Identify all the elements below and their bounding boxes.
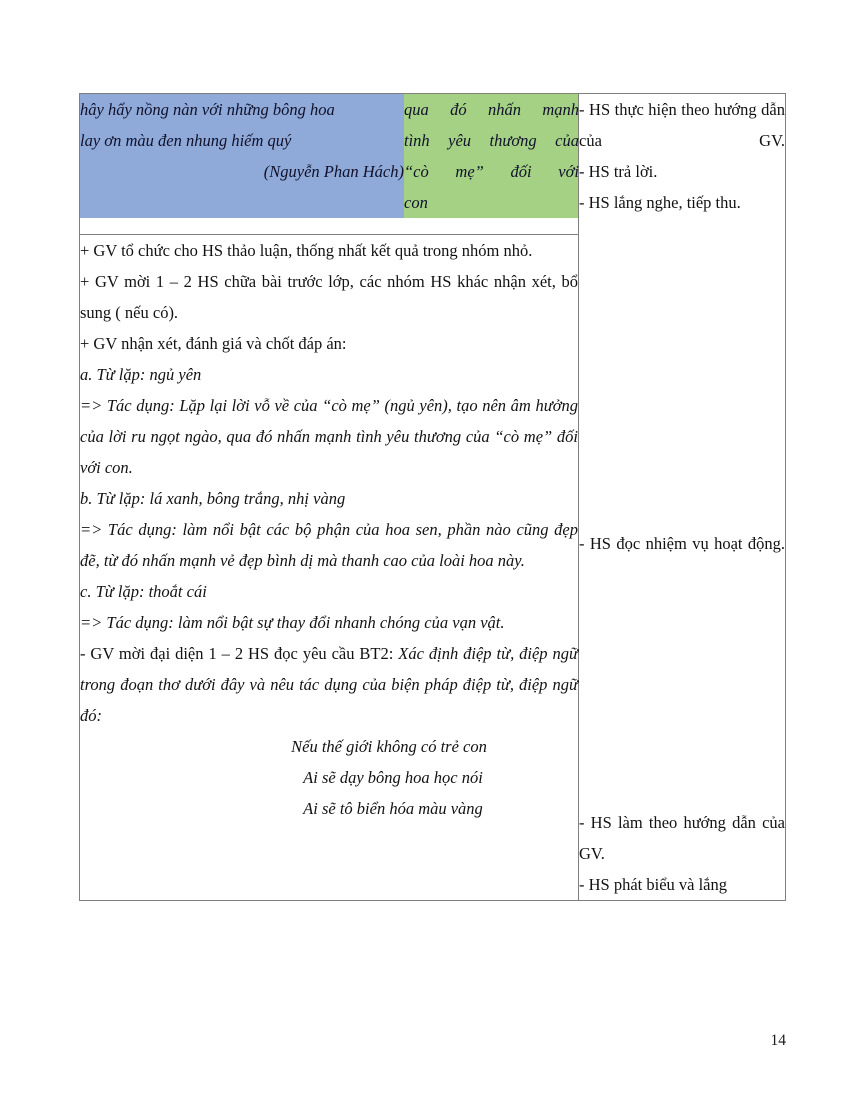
quote-line-3: Ai sẽ tô biển hóa màu vàng <box>303 799 483 819</box>
right-spacer-15 <box>579 683 785 714</box>
right-spacer-12 <box>579 590 785 621</box>
body-line-bt2 <box>80 638 578 731</box>
right-spacer-5 <box>579 342 785 373</box>
body-line-4: a. Từ lặp: ngủ yên <box>80 365 202 385</box>
right-spacer-18 <box>579 776 785 807</box>
quote-line-1: Nếu thế giới không có trẻ con <box>291 737 487 757</box>
right-spacer-3 <box>579 280 785 311</box>
right-spacer-2 <box>579 249 785 280</box>
poem-inner-table <box>80 94 579 218</box>
right-spacer-17 <box>579 745 785 776</box>
green-line-1: qua đó nhấn mạnh <box>404 100 579 119</box>
poem-line-1: hây hẩy nồng nàn với những bông hoa <box>80 100 335 119</box>
right-column-cell <box>579 94 786 901</box>
poem-green-cell <box>404 94 579 218</box>
body-line-1: + GV tổ chức cho HS thảo luận, thống nhất kết quả trong nhóm nhỏ. <box>80 241 533 261</box>
right-note-6: - HS phát biểu và lắng <box>579 875 728 894</box>
right-spacer-9 <box>579 466 785 497</box>
green-line-4: con <box>404 193 428 212</box>
right-spacer-16 <box>579 714 785 745</box>
body-line-5: => Tác dụng: Lặp lại lời vỗ về của “cò mẹ” (ngủ yên), tạo nên âm hưởng của lời ru ngọt ngào, qua đó nhấn mạnh tình yêu thương của “cò mẹ” đối với con. <box>80 396 578 478</box>
left-column-cell <box>80 235 579 901</box>
right-spacer-11 <box>579 559 785 590</box>
right-spacer-13 <box>579 621 785 652</box>
quote-block <box>80 731 578 824</box>
body-line-2: + GV mời 1 – 2 HS chữa bài trước lớp, các nhóm HS khác nhận xét, bổ sung ( nếu có). <box>80 272 578 323</box>
right-spacer-6 <box>579 373 785 404</box>
body-line-3: + GV nhận xét, đánh giá và chốt đáp án: <box>80 334 347 354</box>
body-line-7: => Tác dụng: làm nổi bật các bộ phận của hoa sen, phần nào cũng đẹp đẽ, từ đó nhấn mạnh vẻ đẹp bình dị mà thanh cao của loài hoa này. <box>80 520 578 571</box>
poem-cell-container <box>80 94 579 235</box>
right-note-2: - HS trả lời. <box>579 162 658 181</box>
table-row-poem <box>80 94 786 235</box>
right-spacer-8 <box>579 435 785 466</box>
right-spacer-14 <box>579 652 785 683</box>
quote-line-2: Ai sẽ dạy bông hoa học nói <box>303 768 483 788</box>
right-spacer-7 <box>579 404 785 435</box>
right-spacer-10 <box>579 497 785 528</box>
right-spacer-1 <box>579 218 785 249</box>
right-note-4: - HS đọc nhiệm vụ hoạt động. <box>579 534 785 553</box>
green-line-2: tình yêu thương của <box>404 131 579 150</box>
right-note-5: - HS làm theo hướng dẫn của GV. <box>579 813 785 863</box>
page-number: 14 <box>770 1032 786 1049</box>
poem-attribution: (Nguyễn Phan Hách) <box>263 162 404 181</box>
bt2-italic: Xác định điệp từ, điệp ngữ trong đoạn thơ dưới đây và nêu tác dụng của biện pháp điệp từ, điệp ngữ đó: <box>80 644 578 726</box>
poem-blue-cell <box>80 94 404 218</box>
poem-line-2: lay ơn màu đen nhung hiếm quý <box>80 131 292 150</box>
right-spacer-4 <box>579 311 785 342</box>
bt2-prefix: - GV mời đại diện 1 – 2 HS đọc yêu cầu BT2: <box>80 644 399 664</box>
body-line-8: c. Từ lặp: thoắt cái <box>80 582 207 602</box>
green-line-3: “cò mẹ” đối với <box>404 162 579 181</box>
lesson-plan-table <box>79 93 786 901</box>
right-note-3: - HS lắng nghe, tiếp thu. <box>579 193 741 212</box>
right-note-1: - HS thực hiện theo hướng dẫn của GV. <box>579 100 785 150</box>
body-line-6: b. Từ lặp: lá xanh, bông trắng, nhị vàng <box>80 489 346 509</box>
body-line-9: => Tác dụng: làm nổi bật sự thay đổi nhanh chóng của vạn vật. <box>80 613 505 633</box>
